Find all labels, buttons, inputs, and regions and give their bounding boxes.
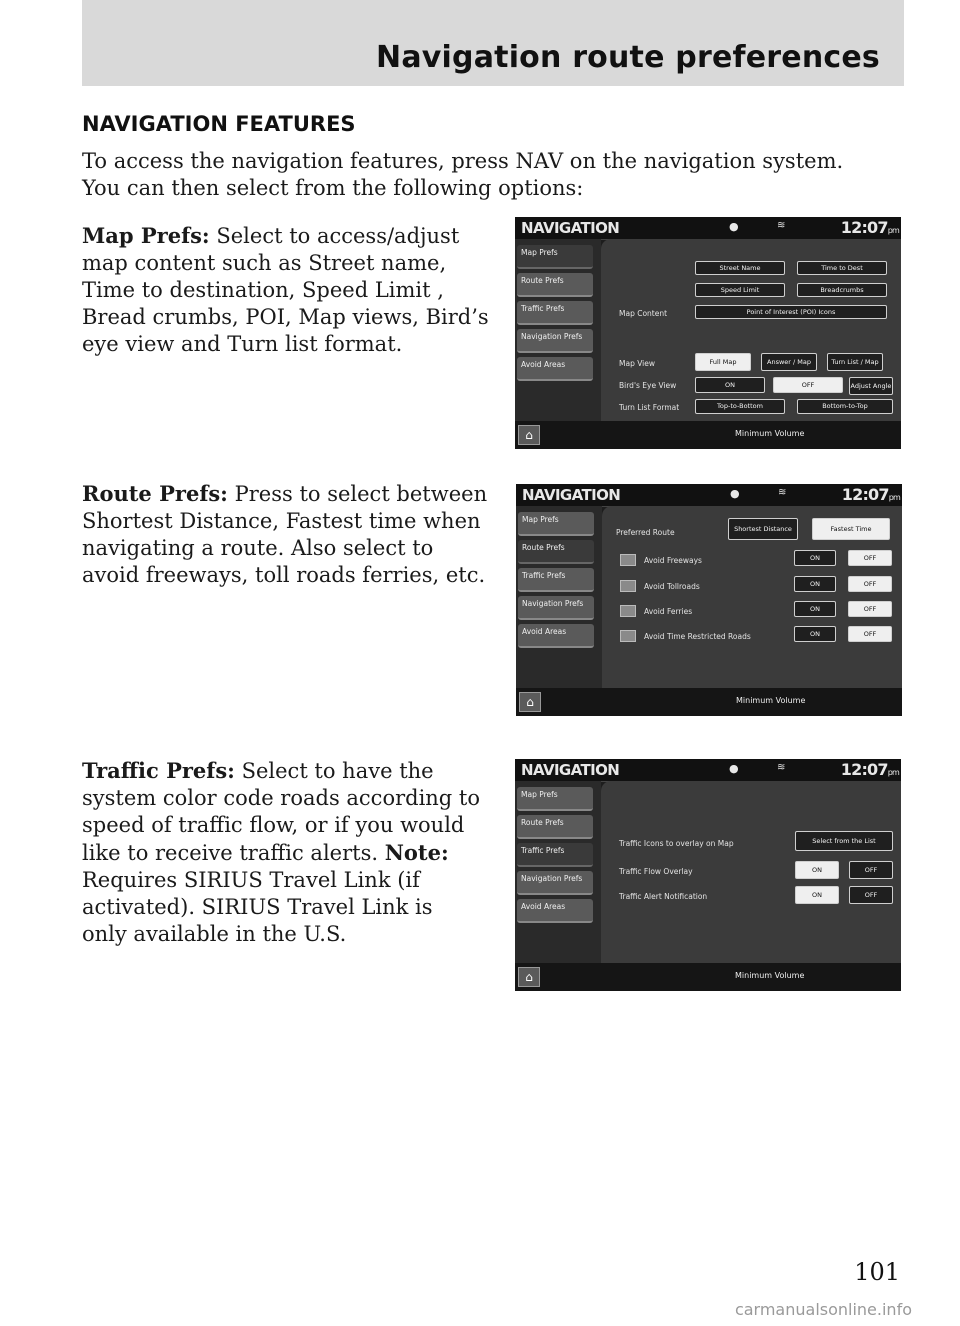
ferry-icon	[620, 605, 636, 617]
street-name-button[interactable]: Street Name	[695, 261, 785, 275]
tab-traffic-prefs[interactable]: Traffic Prefs	[518, 568, 594, 592]
avoid-ferries-label: Avoid Ferries	[644, 607, 693, 616]
signal-icon: ≋	[777, 220, 786, 231]
traffic-icons-label: Traffic Icons to overlay on Map	[619, 839, 734, 848]
section-heading: NAVIGATION FEATURES	[82, 112, 356, 136]
tab-avoid-areas[interactable]: Avoid Areas	[517, 899, 593, 923]
turn-list-map-button[interactable]: Turn List / Map	[827, 353, 883, 371]
time-to-dest-button[interactable]: Time to Dest	[797, 261, 887, 275]
avoid-tollroads-on[interactable]: ON	[794, 576, 836, 592]
avoid-freeways-label: Avoid Freeways	[644, 556, 702, 565]
breadcrumbs-button[interactable]: Breadcrumbs	[797, 283, 887, 297]
top-to-bottom-button[interactable]: Top-to-Bottom	[695, 399, 785, 414]
tab-map-prefs[interactable]: Map Prefs	[518, 512, 594, 536]
avoid-freeways-off[interactable]: OFF	[848, 550, 892, 566]
avoid-time-restricted-on[interactable]: ON	[794, 626, 836, 642]
tab-traffic-prefs[interactable]: Traffic Prefs	[517, 301, 593, 325]
traffic-flow-overlay-label: Traffic Flow Overlay	[619, 867, 693, 876]
traffic-prefs-screenshot	[515, 759, 901, 991]
signal-icon: ≋	[777, 762, 786, 773]
page-title: Navigation route preferences	[376, 40, 880, 75]
intro-paragraph: To access the navigation features, press NAV on the navigation system. You can then select from the following options:	[82, 149, 844, 200]
home-icon[interactable]: ⌂	[519, 692, 541, 712]
screen-bottom-bar	[515, 421, 901, 449]
note-term: Note:	[384, 840, 449, 865]
tab-avoid-areas[interactable]: Avoid Areas	[517, 357, 593, 381]
shortest-distance-button[interactable]: Shortest Distance	[728, 518, 798, 540]
route-prefs-screenshot	[516, 484, 902, 716]
tollroad-icon	[620, 580, 636, 592]
freeway-icon	[620, 554, 636, 566]
satellite-icon: ●	[729, 762, 739, 775]
map-view-label: Map View	[619, 359, 656, 368]
tab-navigation-prefs[interactable]: Navigation Prefs	[517, 329, 593, 353]
route-prefs-term: Route Prefs:	[82, 481, 228, 506]
time-restricted-icon	[620, 630, 636, 642]
poi-icons-button[interactable]: Point of Interest (POI) Icons	[695, 305, 887, 319]
screen-status-bar	[516, 484, 902, 507]
avoid-time-restricted-off[interactable]: OFF	[848, 626, 892, 642]
screen-status-bar	[515, 217, 901, 240]
preferred-route-label: Preferred Route	[616, 528, 675, 537]
header-band	[82, 0, 904, 86]
volume-label: Minimum Volume	[736, 696, 806, 705]
map-prefs-text: Select to access/adjust map content such as Street name, Time to destination, Speed Limit , Bread crumbs, POI, Map views, Bird’s eye view and Turn list format.	[82, 224, 489, 356]
screen-title: NAVIGATION	[522, 486, 621, 504]
satellite-icon: ●	[730, 487, 740, 500]
settings-panel	[601, 239, 901, 421]
traffic-alert-on[interactable]: ON	[795, 886, 839, 904]
page-number: 101	[854, 1258, 900, 1286]
home-icon[interactable]: ⌂	[518, 967, 540, 987]
bottom-to-top-button[interactable]: Bottom-to-Top	[797, 399, 893, 414]
tab-avoid-areas[interactable]: Avoid Areas	[518, 624, 594, 648]
settings-panel	[601, 781, 901, 963]
birds-eye-off-button[interactable]: OFF	[773, 377, 843, 393]
turn-list-format-label: Turn List Format	[619, 403, 680, 412]
full-map-button[interactable]: Full Map	[695, 353, 751, 371]
note-text: Requires SIRIUS Travel Link (if activated). SIRIUS Travel Link is only available in the U.S.	[82, 868, 433, 946]
screen-bottom-bar	[516, 688, 902, 716]
clock: 12:07pm	[841, 485, 900, 504]
avoid-tollroads-label: Avoid Tollroads	[644, 582, 700, 591]
tab-navigation-prefs[interactable]: Navigation Prefs	[518, 596, 594, 620]
traffic-alert-label: Traffic Alert Notification	[619, 892, 708, 901]
route-prefs-description	[82, 480, 492, 589]
avoid-time-restricted-label: Avoid Time Restricted Roads	[644, 632, 751, 641]
screen-sidebar	[516, 506, 602, 688]
clock: 12:07pm	[840, 760, 899, 779]
screen-sidebar	[515, 239, 601, 421]
speed-limit-button[interactable]: Speed Limit	[695, 283, 785, 297]
avoid-ferries-on[interactable]: ON	[794, 601, 836, 617]
screen-bottom-bar	[515, 963, 901, 991]
volume-label: Minimum Volume	[735, 429, 805, 438]
answer-map-button[interactable]: Answer / Map	[761, 353, 817, 371]
map-prefs-term: Map Prefs:	[82, 223, 210, 248]
satellite-icon: ●	[729, 220, 739, 233]
clock: 12:07pm	[840, 218, 899, 237]
route-prefs-text: Press to select between Shortest Distance, Fastest time when navigating a route. Also select to avoid freeways, toll roads ferries, etc.	[82, 482, 488, 587]
traffic-alert-off[interactable]: OFF	[849, 886, 893, 904]
traffic-prefs-term: Traffic Prefs:	[82, 758, 235, 783]
traffic-flow-off[interactable]: OFF	[849, 861, 893, 879]
birds-eye-view-label: Bird's Eye View	[619, 381, 677, 390]
watermark: carmanualsonline.info	[734, 1300, 912, 1319]
avoid-tollroads-off[interactable]: OFF	[848, 576, 892, 592]
map-prefs-screenshot	[515, 217, 901, 449]
settings-panel	[602, 506, 902, 688]
volume-label: Minimum Volume	[735, 971, 805, 980]
screen-sidebar	[515, 781, 601, 963]
home-icon[interactable]: ⌂	[518, 425, 540, 445]
traffic-flow-on[interactable]: ON	[795, 861, 839, 879]
tab-map-prefs[interactable]: Map Prefs	[517, 787, 593, 811]
tab-traffic-prefs[interactable]: Traffic Prefs	[517, 843, 593, 867]
signal-icon: ≋	[778, 487, 787, 498]
tab-navigation-prefs[interactable]: Navigation Prefs	[517, 871, 593, 895]
screen-title: NAVIGATION	[521, 219, 620, 237]
tab-map-prefs[interactable]: Map Prefs	[517, 245, 593, 269]
fastest-time-button[interactable]: Fastest Time	[812, 518, 890, 540]
traffic-prefs-description	[82, 757, 482, 948]
adjust-angle-button[interactable]: Adjust Angle	[849, 377, 893, 395]
tab-route-prefs[interactable]: Route Prefs	[517, 815, 593, 839]
map-prefs-description	[82, 222, 492, 358]
screen-title: NAVIGATION	[521, 761, 620, 779]
avoid-ferries-off[interactable]: OFF	[848, 601, 892, 617]
map-content-label: Map Content	[619, 309, 668, 318]
screen-status-bar	[515, 759, 901, 782]
traffic-prefs-text: Select to have the system color code roads according to speed of traffic flow, or if you would like to receive traffic alerts.	[82, 759, 481, 865]
tab-route-prefs[interactable]: Route Prefs	[518, 540, 594, 564]
select-from-list-button[interactable]: Select from the List	[795, 831, 893, 851]
avoid-freeways-on[interactable]: ON	[794, 550, 836, 566]
birds-eye-on-button[interactable]: ON	[695, 377, 765, 393]
tab-route-prefs[interactable]: Route Prefs	[517, 273, 593, 297]
